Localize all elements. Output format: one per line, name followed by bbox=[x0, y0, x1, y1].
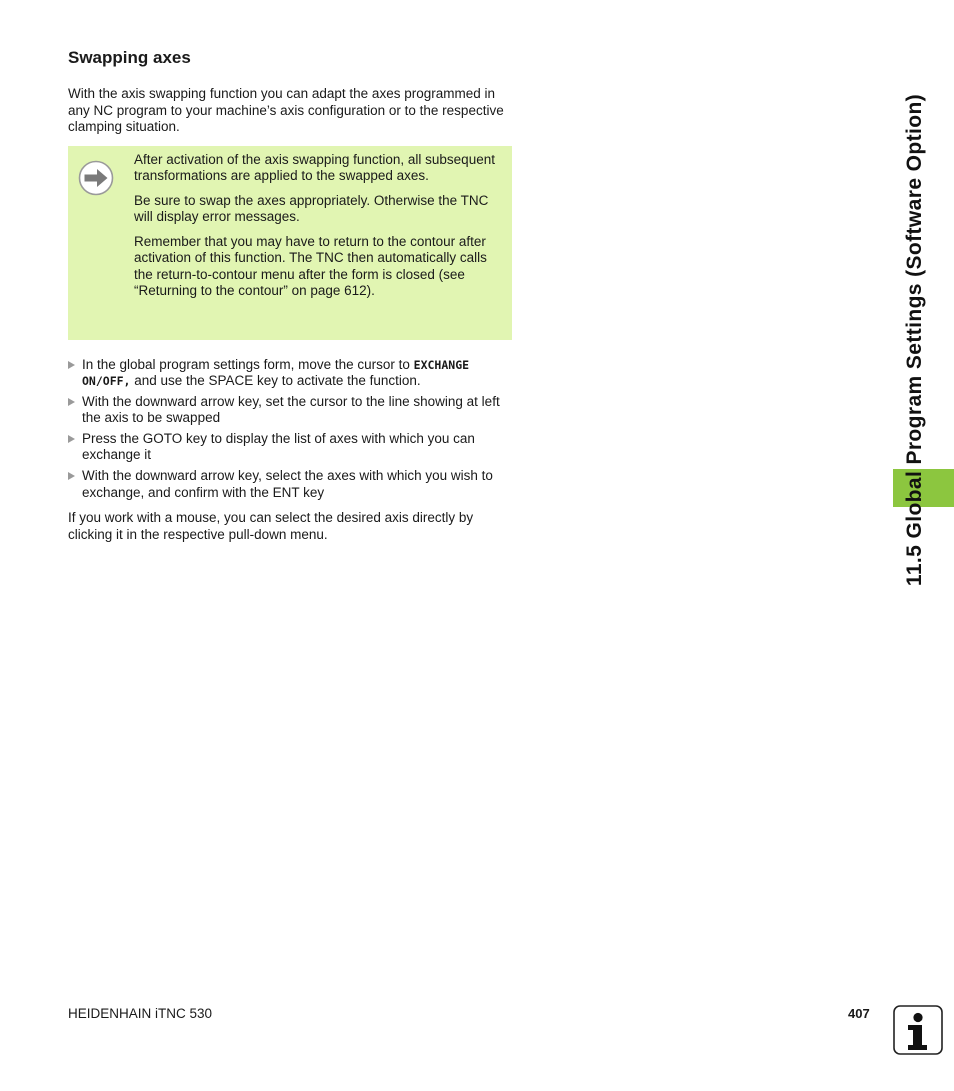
step-text: and use the SPACE key to activate the function. bbox=[130, 373, 421, 389]
step-list bbox=[68, 357, 514, 505]
step-item bbox=[68, 468, 514, 501]
step-text: In the global program settings form, move the cursor to bbox=[82, 357, 414, 372]
section-heading: Swapping axes bbox=[68, 48, 191, 67]
info-icon bbox=[893, 1005, 943, 1055]
step-text: Press the GOTO key to display the list of axes with which you can exchange it bbox=[82, 431, 475, 463]
step-item bbox=[68, 357, 514, 390]
step-item bbox=[68, 431, 514, 464]
intro-paragraph: With the axis swapping function you can adapt the axes programmed in any NC program to your machine’s axis configuration or to the respective clamping situation. bbox=[68, 86, 504, 134]
triangle-bullet-icon bbox=[68, 398, 75, 406]
softkey-code: EXCHANGE ON/OFF, bbox=[82, 358, 470, 389]
note-paragraph: Be sure to swap the axes appropriately. Otherwise the TNC will display error messages. bbox=[134, 193, 489, 225]
triangle-bullet-icon bbox=[68, 435, 75, 443]
outro-paragraph: If you work with a mouse, you can select the desired axis directly by clicking it in the respective pull-down menu. bbox=[68, 510, 474, 542]
note-paragraph: Remember that you may have to return to the contour after activation of this function. The TNC then automatically calls the return-to-contour menu after the form is closed (see “Returning to the contour” on page 612). bbox=[134, 234, 487, 299]
page-number: 407 bbox=[848, 1006, 870, 1021]
note-paragraph: After activation of the axis swapping function, all subsequent transformations are applied to the swapped axes. bbox=[134, 152, 495, 184]
step-text: With the downward arrow key, set the cursor to the line showing at left the axis to be swapped bbox=[82, 394, 500, 426]
arrow-right-icon bbox=[78, 160, 114, 196]
note-text bbox=[134, 152, 506, 308]
step-item bbox=[68, 394, 514, 427]
triangle-bullet-icon bbox=[68, 472, 75, 480]
chapter-title-text: 11.5 Global Program Settings (Software Option) bbox=[903, 93, 926, 587]
step-text: With the downward arrow key, select the axes with which you wish to exchange, and confirm with the ENT key bbox=[82, 468, 493, 500]
triangle-bullet-icon bbox=[68, 361, 75, 369]
footer-product: HEIDENHAIN iTNC 530 bbox=[68, 1006, 213, 1021]
